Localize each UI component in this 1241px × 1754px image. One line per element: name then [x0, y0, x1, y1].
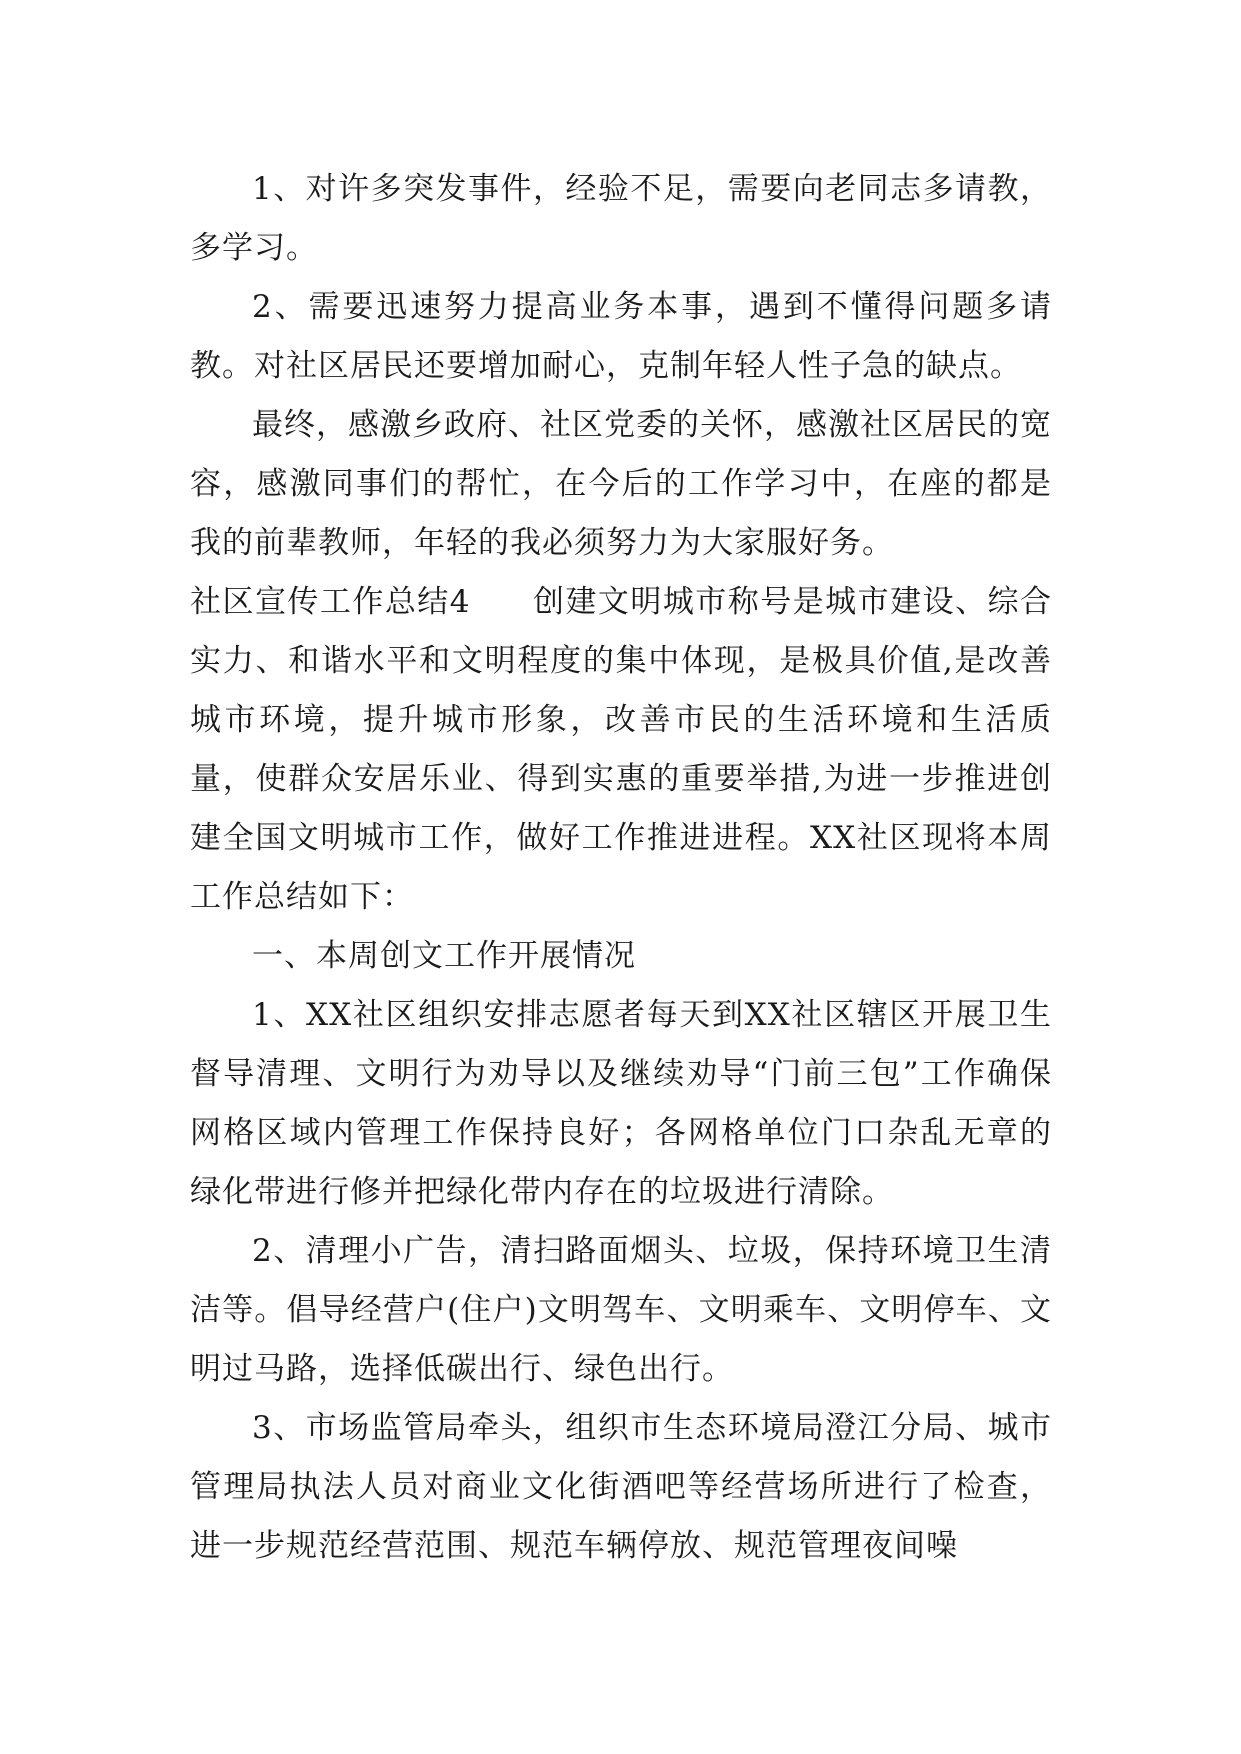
item-1: 1、XX社区组织安排志愿者每天到XX社区辖区开展卫生督导清理、文明行为劝导以及继续劝导“门前三包”工作确保网格区域内管理工作保持良好；各网格单位门口杂乱无章的绿化带进行修并把绿化带内存在的垃圾进行清除。 [190, 997, 1052, 1210]
section-intro: 创建文明城市称号是城市建设、综合实力、和谐水平和文明程度的集中体现，是极具价值,是改善城市环境，提升城市形象，改善市民的生活环境和生活质量，使群众安居乐业、得到实惠的重要举措,为进一步推进创建全国文明城市工作，做好工作推进进程。XX社区现将本周工作总结如下： [190, 584, 1052, 915]
paragraph-1: 1、对许多突发事件，经验不足，需要向老同志多请教，多学习。 [190, 171, 1052, 266]
document-body [190, 160, 1052, 1576]
subheading: 一、本周创文工作开展情况 [252, 938, 636, 974]
item-3: 3、市场监管局牵头，组织市生态环境局澄江分局、城市管理局执法人员对商业文化街酒吧等经营场所进行了检查，进一步规范经营范围、规范车辆停放、规范管理夜间噪 [190, 1410, 1052, 1564]
paragraph-2: 2、需要迅速努力提高业务本事，遇到不懂得问题多请教。对社区居民还要增加耐心，克制年轻人性子急的缺点。 [190, 289, 1052, 384]
paragraph-3: 最终，感激乡政府、社区党委的关怀，感激社区居民的宽容，感激同事们的帮忙，在今后的工作学习中，在座的都是我的前辈教师，年轻的我必须努力为大家服好务。 [190, 407, 1052, 561]
section-title: 社区宣传工作总结4 [190, 584, 471, 620]
section-paragraph [190, 573, 1052, 927]
item-2: 2、清理小广告，清扫路面烟头、垃圾，保持环境卫生清洁等。倡导经营户(住户)文明驾车、文明乘车、文明停车、文明过马路，选择低碳出行、绿色出行。 [190, 1233, 1052, 1387]
